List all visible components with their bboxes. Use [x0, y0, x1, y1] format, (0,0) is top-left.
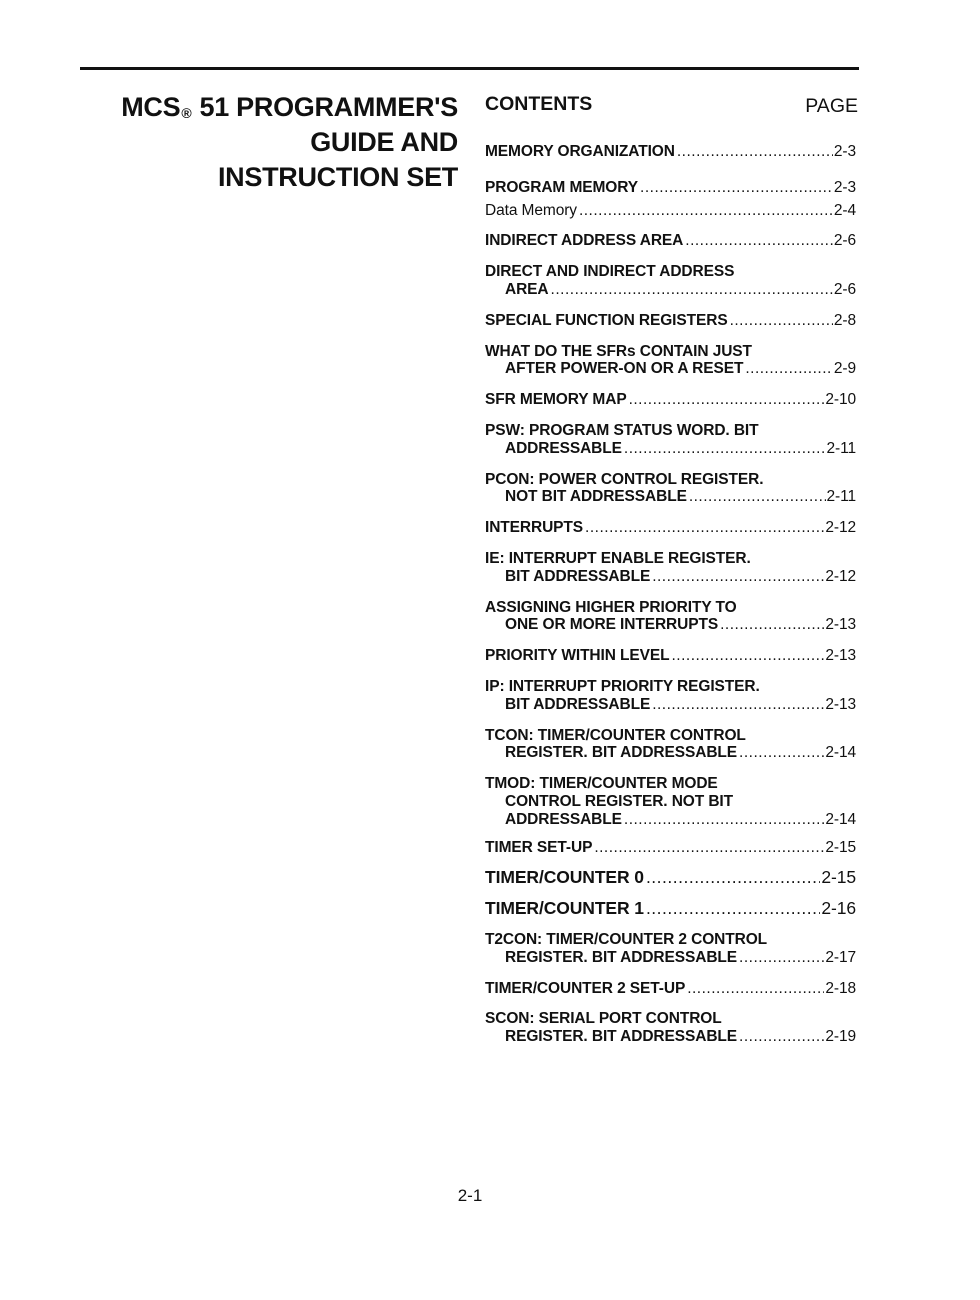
- dot-leader: [551, 281, 833, 299]
- toc-entry-row: [485, 616, 856, 634]
- toc-entry-page: 2-13: [825, 647, 856, 665]
- toc-entry-page: 2-19: [825, 1028, 856, 1046]
- toc-entry[interactable]: [485, 343, 856, 379]
- toc-entry-title: Data Memory: [485, 201, 577, 219]
- title-line-3: INSTRUCTION SET: [217, 162, 458, 192]
- toc-entry-title: NOT BIT ADDRESSABLE: [505, 488, 687, 506]
- toc-entry-row: [485, 949, 856, 967]
- dot-leader: [689, 488, 826, 506]
- toc-entry-row: [485, 869, 856, 887]
- toc-entry-row: [485, 360, 856, 378]
- toc-entry-page: 2-11: [826, 439, 856, 457]
- dot-leader: [720, 616, 824, 634]
- toc-entry-page: 2-16: [821, 898, 856, 919]
- title-line-1-rest: 51 PROGRAMMER'S: [192, 92, 458, 122]
- toc-entry-page: 2-6: [833, 280, 856, 298]
- toc-entry-page: 2-3: [833, 178, 856, 196]
- toc-entry[interactable]: [485, 550, 856, 586]
- toc-entry-page: 2-18: [825, 979, 856, 997]
- toc-entry-title: INDIRECT ADDRESS AREA: [485, 232, 684, 250]
- toc-entry-page: 2-15: [825, 838, 856, 856]
- toc-entry[interactable]: [485, 775, 856, 828]
- toc-entry[interactable]: [485, 869, 856, 887]
- dot-leader: [646, 900, 820, 918]
- toc-entry-title: PRIORITY WITHIN LEVEL: [485, 647, 670, 665]
- toc-entry-title: ONE OR MORE INTERRUPTS: [505, 616, 719, 634]
- dot-leader: [739, 744, 824, 762]
- toc-entry-row: [485, 744, 856, 762]
- top-rule: [80, 67, 859, 70]
- dot-leader: [685, 232, 833, 250]
- dot-leader: [646, 869, 820, 887]
- toc-entry-title: TIMER/COUNTER 0: [485, 867, 644, 888]
- dot-leader: [624, 811, 824, 829]
- toc-entry[interactable]: [485, 980, 856, 998]
- toc-entry[interactable]: [485, 471, 856, 507]
- title-brand: MCS: [121, 92, 181, 122]
- toc-entry-title: ASSIGNING HIGHER PRIORITY TO: [485, 598, 737, 616]
- toc-entry[interactable]: [485, 422, 856, 458]
- toc-entry-row: [485, 1028, 856, 1046]
- dot-leader: [687, 980, 824, 998]
- toc-entry-row: [485, 900, 856, 918]
- toc-entry[interactable]: [485, 519, 856, 537]
- toc-entry-row: [485, 179, 856, 197]
- toc-entry-title: IE: INTERRUPT ENABLE REGISTER.: [485, 549, 751, 567]
- toc-entry-title: INTERRUPTS: [485, 519, 584, 537]
- toc-entry-title: ADDRESSABLE: [505, 439, 622, 457]
- toc-entry-title: BIT ADDRESSABLE: [505, 695, 651, 713]
- toc-entry[interactable]: [485, 263, 856, 299]
- toc-entry[interactable]: [485, 202, 856, 220]
- toc-entry-title: WHAT DO THE SFRs CONTAIN JUST: [485, 342, 752, 360]
- toc-entry-page: 2-10: [825, 391, 856, 409]
- dot-leader: [739, 1028, 824, 1046]
- toc-entry-row: [485, 839, 856, 857]
- dot-leader: [624, 440, 826, 458]
- toc-entry-page: 2-8: [833, 311, 856, 329]
- toc-entry-row: [485, 232, 856, 250]
- toc-entry-title: SCON: SERIAL PORT CONTROL: [485, 1010, 722, 1028]
- toc-entry-row: [485, 281, 856, 299]
- toc-entry-page: 2-14: [825, 744, 856, 762]
- toc-entry-title: MEMORY ORGANIZATION: [485, 143, 675, 160]
- toc-entry-title: ADDRESSABLE: [505, 810, 622, 828]
- dot-leader: [585, 519, 824, 537]
- toc-entry[interactable]: [485, 599, 856, 635]
- dot-leader: [640, 179, 833, 197]
- dot-leader: [629, 391, 825, 409]
- toc-entry-title: TCON: TIMER/COUNTER CONTROL: [485, 726, 746, 744]
- toc-entry-row: [485, 202, 856, 220]
- document-title: [18, 90, 458, 195]
- toc-entry-row: [485, 488, 856, 506]
- toc-entry-title: T2CON: TIMER/COUNTER 2 CONTROL: [485, 930, 768, 948]
- toc-entry-row: [485, 811, 856, 829]
- toc-entry-row: [485, 568, 856, 586]
- toc-entry-title: CONTROL REGISTER. NOT BIT: [505, 792, 733, 810]
- toc-entry-title: TIMER/COUNTER 2 SET-UP: [485, 979, 686, 997]
- toc-entry[interactable]: [485, 179, 856, 197]
- toc-entry-title: SFR MEMORY MAP: [485, 391, 627, 409]
- toc-entry-title: PSW: PROGRAM STATUS WORD. BIT: [485, 421, 759, 439]
- toc-entry-title: SPECIAL FUNCTION REGISTERS: [485, 311, 728, 329]
- toc-entry-title: PCON: POWER CONTROL REGISTER.: [485, 470, 764, 488]
- contents-heading: CONTENTS: [485, 93, 593, 115]
- toc-entry-page: 2-3: [833, 143, 856, 160]
- toc-entry[interactable]: [485, 900, 856, 918]
- title-line-2: GUIDE AND: [310, 127, 458, 157]
- toc-entry-row: [485, 143, 856, 161]
- toc-entry-row: [485, 980, 856, 998]
- toc-entry-page: 2-9: [833, 360, 856, 378]
- toc-entry[interactable]: [485, 931, 856, 967]
- dot-leader: [677, 143, 833, 161]
- toc-entry-page: 2-12: [825, 567, 856, 585]
- toc-entry[interactable]: [485, 143, 856, 161]
- dot-leader: [652, 568, 824, 586]
- toc-entry-title: PROGRAM MEMORY: [485, 178, 639, 196]
- toc-entry-row: [485, 312, 856, 330]
- toc-entry-row: [485, 391, 856, 409]
- title-line-1: [18, 90, 458, 125]
- toc-entry-page: 2-13: [825, 695, 856, 713]
- toc-entry-row: [485, 696, 856, 714]
- toc-entry[interactable]: [485, 312, 856, 330]
- dot-leader: [745, 360, 833, 378]
- toc-entry[interactable]: [485, 232, 856, 250]
- dot-leader: [739, 949, 824, 967]
- toc-entry-page: 2-12: [825, 519, 856, 537]
- toc-entry-page: 2-17: [825, 948, 856, 966]
- toc-entry-title: AREA: [505, 280, 549, 298]
- toc-entry-title: TMOD: TIMER/COUNTER MODE: [485, 775, 718, 793]
- toc-entry[interactable]: [485, 647, 856, 665]
- toc-entry-title: REGISTER. BIT ADDRESSABLE: [505, 1028, 738, 1046]
- toc-entry[interactable]: [485, 678, 856, 714]
- registered-mark: ®: [181, 105, 192, 121]
- toc-entry-title: TIMER SET-UP: [485, 838, 593, 856]
- toc-entry-title: AFTER POWER-ON OR A RESET: [505, 360, 744, 378]
- toc-entry-page: 2-6: [833, 232, 856, 250]
- toc-entry[interactable]: [485, 727, 856, 763]
- toc-entry[interactable]: [485, 839, 856, 857]
- table-of-contents: [485, 130, 856, 1046]
- toc-entry-page: 2-11: [826, 488, 856, 506]
- page-heading: PAGE: [805, 95, 858, 117]
- toc-entry-page: 2-13: [825, 616, 856, 634]
- toc-entry-row: [485, 647, 856, 665]
- dot-leader: [652, 696, 824, 714]
- dot-leader: [671, 647, 824, 665]
- dot-leader: [579, 202, 833, 220]
- page-number: 2-1: [457, 1186, 483, 1205]
- toc-entry-title: DIRECT AND INDIRECT ADDRESS: [485, 263, 735, 281]
- dot-leader: [730, 312, 833, 330]
- toc-entry-title: TIMER/COUNTER 1: [485, 898, 644, 919]
- toc-header: [485, 93, 858, 119]
- toc-entry-title: REGISTER. BIT ADDRESSABLE: [505, 744, 738, 762]
- toc-entry-page: 2-4: [833, 201, 856, 219]
- toc-entry-row: [485, 519, 856, 537]
- toc-entry[interactable]: [485, 391, 856, 409]
- toc-entry-row: [485, 440, 856, 458]
- toc-entry[interactable]: [485, 1010, 856, 1046]
- toc-entry-title: REGISTER. BIT ADDRESSABLE: [505, 948, 738, 966]
- toc-entry-title: IP: INTERRUPT PRIORITY REGISTER.: [485, 677, 760, 695]
- toc-entry-title: BIT ADDRESSABLE: [505, 567, 651, 585]
- dot-leader: [594, 839, 824, 857]
- toc-entry-page: 2-15: [821, 867, 856, 888]
- toc-entry-page: 2-14: [825, 810, 856, 828]
